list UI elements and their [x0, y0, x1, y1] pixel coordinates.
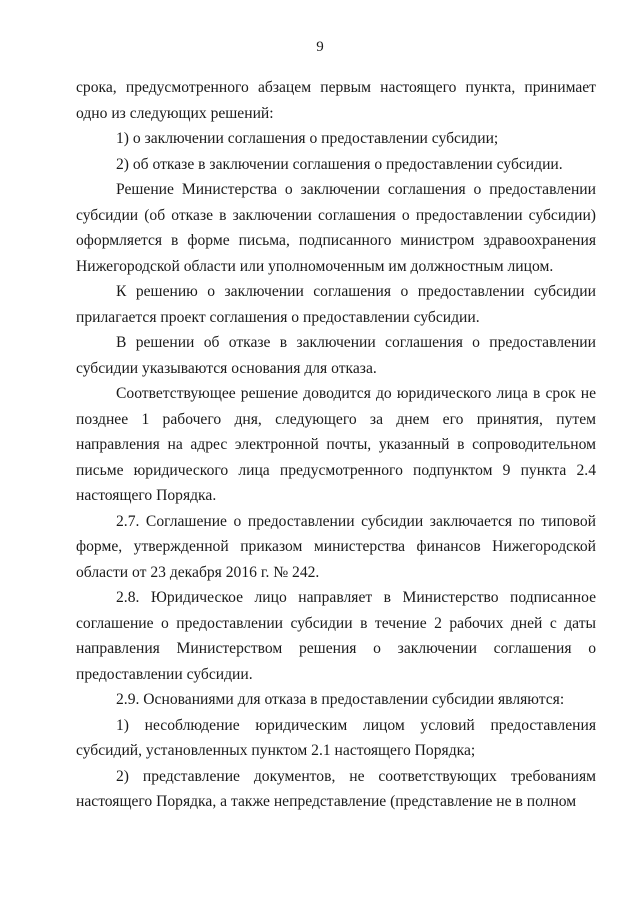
paragraph-notification: Соответствующее решение доводится до юридического лица в срок не позднее 1 рабочего дня, следующего за днем его принятия, путем направления на адрес электронной почты, указанный в сопроводительном письме юридического лица предусмотренного подпунктом 9 пункта 2.4 настоящего Порядка.	[76, 385, 596, 504]
paragraph-2-7: 2.7. Соглашение о предоставлении субсидии заключается по типовой форме, утвержденной приказом министерства финансов Нижегородской области от 23 декабря 2016 г. № 242.	[76, 512, 596, 581]
list-item-2-9-2: 2) представление документов, не соответствующих требованиям настоящего Порядка, а также непредставление (представление не в полном	[76, 767, 596, 810]
paragraph-2-9: 2.9. Основаниями для отказа в предоставлении субсидии являются:	[116, 691, 565, 708]
paragraph-2-8: 2.8. Юридическое лицо направляет в Министерство подписанное соглашение о предоставлении субсидии в течение 2 рабочих дней с даты направления Министерством решения о заключении соглашения о предоставлении субсидии.	[76, 589, 596, 683]
page-number: 9	[316, 39, 324, 55]
paragraph-decision-attachment: К решению о заключении соглашения о предоставлении субсидии прилагается проект соглашения о предоставлении субсидии.	[76, 283, 596, 326]
list-item-1: 1) о заключении соглашения о предоставлении субсидии;	[116, 130, 499, 147]
document-body	[76, 75, 596, 815]
paragraph-refusal-grounds: В решении об отказе в заключении соглашения о предоставлении субсидии указываются основания для отказа.	[76, 334, 596, 377]
list-item-2-9-1: 1) несоблюдение юридическим лицом условий предоставления субсидий, установленных пунктом 2.1 настоящего Порядка;	[76, 716, 596, 759]
paragraph-decision-form: Решение Министерства о заключении соглашения о предоставлении субсидии (об отказе в заключении соглашения о предоставлении субсидии) оформляется в форме письма, подписанного министром здравоохранения Нижегородской области или уполномоченным им должностным лицом.	[76, 181, 596, 275]
paragraph-continuation: срока, предусмотренного абзацем первым настоящего пункта, принимает одно из следующих решений:	[76, 79, 596, 122]
list-item-2: 2) об отказе в заключении соглашения о предоставлении субсидии.	[116, 155, 563, 173]
